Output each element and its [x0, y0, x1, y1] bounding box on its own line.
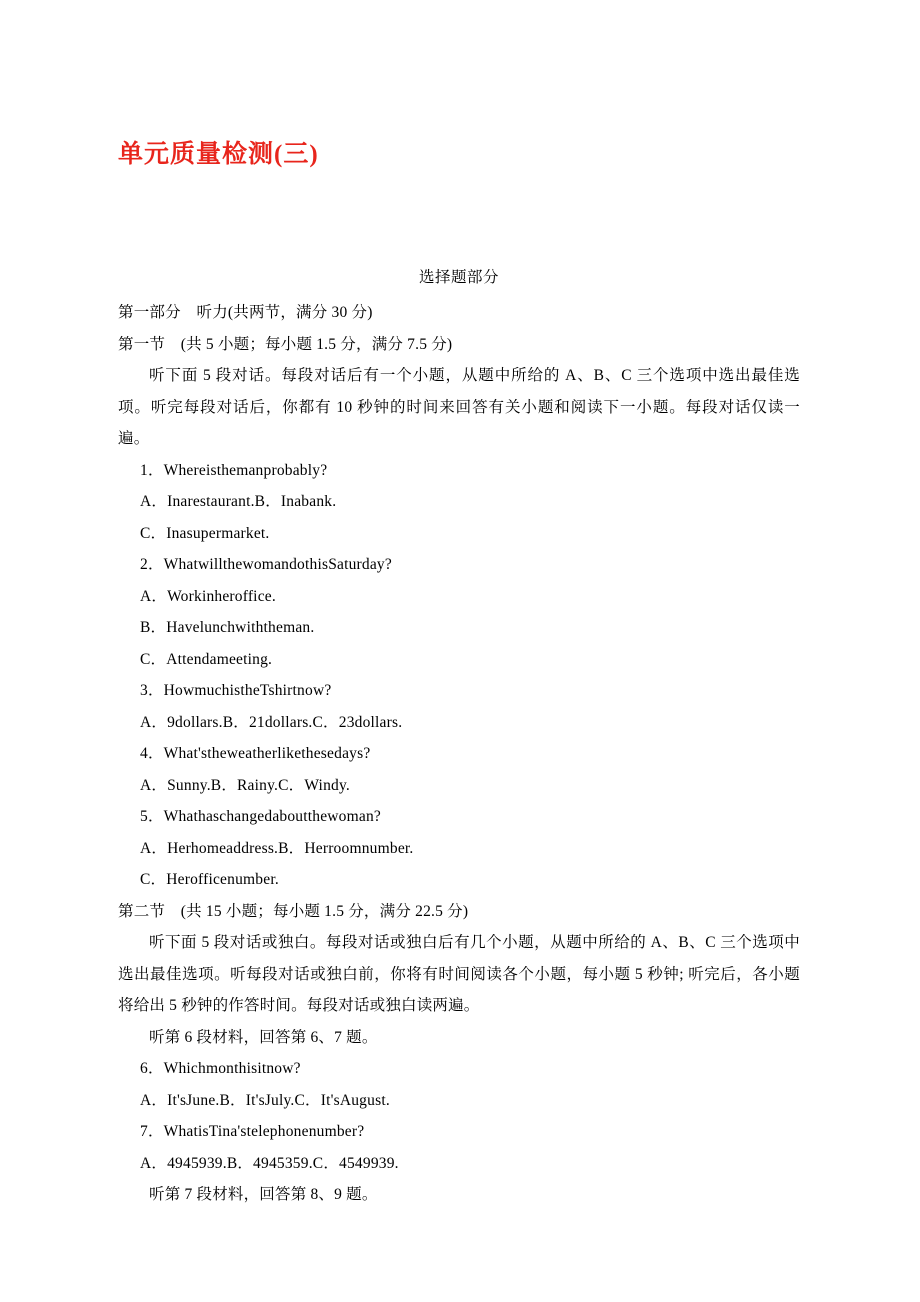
paragraph-sec1-head: 第一节 (共 5 小题；每小题 1.5 分，满分 7.5 分)	[118, 335, 453, 353]
question-5: 5．Whathaschangedaboutthewoman?	[140, 808, 381, 825]
paragraph-material-7: 听第 7 段材料，回答第 8、9 题。	[149, 1186, 378, 1203]
question-1: 1．Whereisthemanprobably?	[140, 461, 328, 479]
question-7: 7．WhatisTina'stelephonenumber?	[140, 1123, 365, 1140]
paragraph-sec2-instructions: 听下面 5 段对话或独白。每段对话或独白后有几个小题，从题中所给的 A、B、C 三个选项中选出最佳选项。听每段对话或独白前，你将有时间阅读各个小题，每小题 5 秒钟; 听完后，各小题将给出 5 秒钟的作答时间。每段对话或独白读两遍。	[118, 934, 800, 1014]
question-5-options-ab: A．Herhomeaddress.B．Herroomnumber.	[140, 839, 414, 857]
paragraph-sec1-instructions: 听下面 5 段对话。每段对话后有一个小题，从题中所给的 A、B、C 三个选项中选出最佳选项。听完每段对话后，你都有 10 秒钟的时间来回答有关小题和阅读下一小题。每段对话仅读一遍。	[118, 367, 800, 447]
question-3: 3．HowmuchistheTshirtnow?	[140, 682, 332, 699]
question-1-option-c: C．Inasupermarket.	[140, 524, 270, 542]
section-heading: 选择题部分	[418, 269, 499, 286]
paragraph-sec2-head: 第二节 (共 15 小题；每小题 1.5 分，满分 22.5 分)	[118, 902, 469, 920]
page-title: 单元质量检测(三)	[118, 141, 319, 168]
question-6: 6．Whichmonthisitnow?	[140, 1060, 301, 1077]
question-3-options: A．9dollars.B．21dollars.C．23dollars.	[140, 713, 403, 731]
question-4-options: A．Sunny.B．Rainy.C．Windy.	[140, 776, 350, 794]
question-1-options-ab: A．Inarestaurant.B．Inabank.	[140, 493, 337, 510]
question-4: 4．What'stheweatherlikethesedays?	[140, 745, 371, 762]
question-7-options: A．4945939.B．4945359.C．4549939.	[140, 1154, 399, 1172]
question-5-option-c: C．Herofficenumber.	[140, 871, 279, 888]
question-2-option-b: B．Havelunchwiththeman.	[140, 619, 315, 636]
question-2-option-c: C．Attendameeting.	[140, 650, 273, 668]
paragraph-part1-head: 第一部分 听力(共两节，满分 30 分)	[118, 304, 373, 321]
question-6-options: A．It'sJune.B．It'sJuly.C．It'sAugust.	[140, 1091, 390, 1109]
question-2-option-a: A．Workinheroffice.	[140, 587, 276, 605]
document-body	[118, 297, 800, 1211]
paragraph-material-6: 听第 6 段材料，回答第 6、7 题。	[149, 1028, 378, 1046]
question-2: 2．WhatwillthewomandothisSaturday?	[140, 556, 392, 573]
